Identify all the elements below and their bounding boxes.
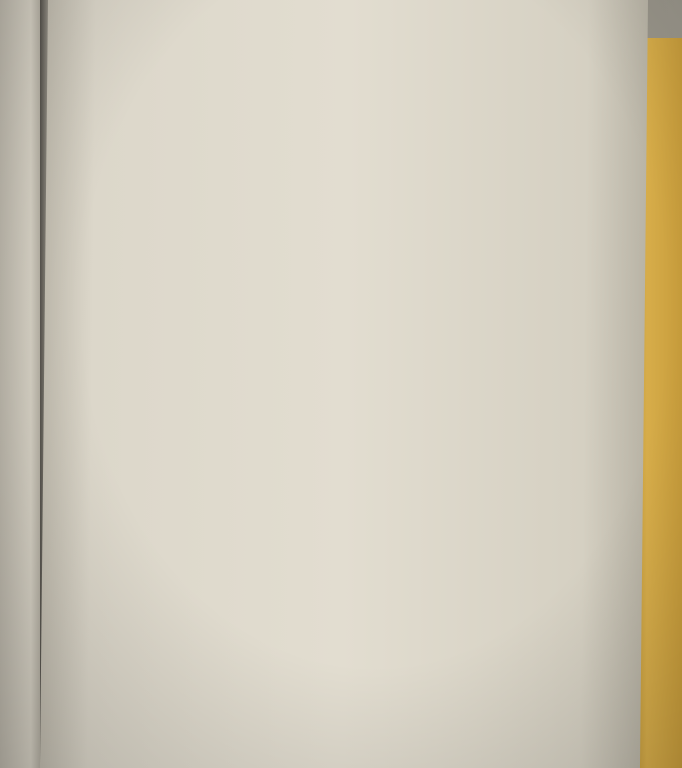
book-page bbox=[40, 0, 648, 768]
watermark-logo bbox=[598, 740, 672, 762]
left-facing-page bbox=[0, 0, 44, 768]
